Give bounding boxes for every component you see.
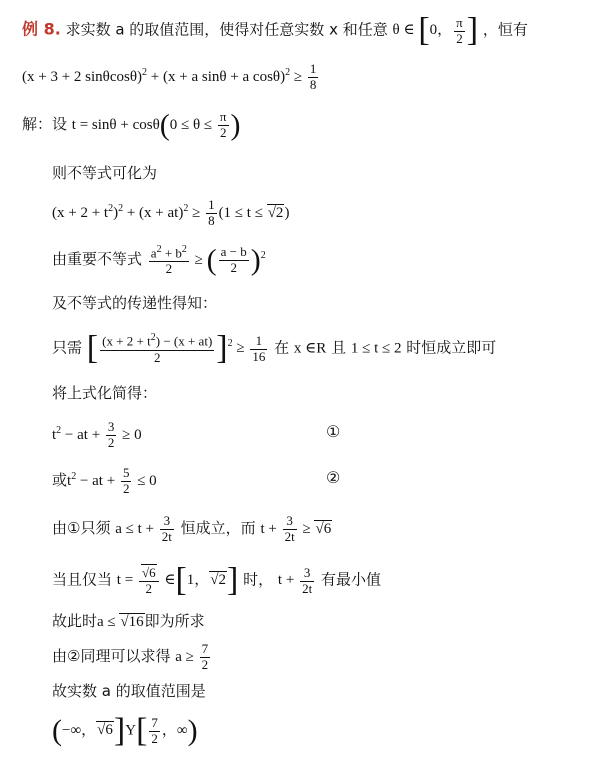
problem-ending: ，恒有 <box>482 20 528 39</box>
line6: 由①只须 a ≤ t + $\frac{3}{2t}$ 恒成立，而 t + $\frac{3}{2t}$ ≥ √6 <box>52 513 332 544</box>
example-label: 例 8 <box>22 19 55 39</box>
problem-statement: 例 8. 求实数 a 的取值范围，使得对任意实数 x 和任意 θ ∈ [0， $\frac{\pi}{2}$ ] ，恒有 <box>22 12 528 49</box>
solution-substitution: 解：设 t = sinθ + cosθ(0 ≤ θ ≤ $\frac{\pi}{2}$ ) <box>22 108 241 142</box>
case-2-mark: ② <box>326 468 341 487</box>
text-line9-pre: 由②同理可以求得 <box>52 646 171 665</box>
text-case2-pre: 或 <box>52 470 68 489</box>
text-line4-mid2: 且 <box>331 338 347 357</box>
case-2: 或$t^2$ − at + $\frac{5}{2}$ ≤ 0 <box>52 465 157 496</box>
line9: 由②同理可以求得 a ≥ $\frac{7}{2}$ <box>52 641 209 672</box>
text-line8-post: 即为所求 <box>144 612 205 630</box>
text-line2: 由重要不等式 <box>52 250 143 269</box>
text-line3: 及不等式的传递性得知： <box>52 294 218 312</box>
sufficient-condition: 只需 [ $\frac{(x + 2 + t^2) - (x + at)}{2}$ ]$^2$ ≥ $\frac{1}{16}$ 在 x ∈R 且 1 ≤ t ≤ 2 时恒成立即可 <box>52 330 497 367</box>
text-line10: 故实数 a 的取值范围是 <box>52 682 206 700</box>
important-inequality: 由重要不等式 $\frac{a^2 + b^2}{2}$ ≥ ( $\frac{a - b}{2}$ )$^2$ <box>52 243 266 277</box>
line8: 故此时a ≤ √16即为所求 <box>52 612 205 630</box>
text-line8-pre: 故此时 <box>52 612 98 630</box>
problem-intro: 求实数 a 的取值范围，使得对任意实数 x 和任意 <box>65 20 388 39</box>
text-line5: 将上式化简得： <box>52 384 158 402</box>
text-line7-pre: 当且仅当 <box>52 570 113 589</box>
text-line7-mid: 时， <box>243 570 274 589</box>
text-line4-mid1: 在 <box>274 338 290 357</box>
inequality-1: $(x + 2 + t^2)^2 + (x + at)^2$ ≥ $\frac{1}{8}$ (1 ≤ t ≤ √2) <box>52 197 290 228</box>
solution-label: 解：设 <box>22 114 68 133</box>
text-line6-mid: 恒成立，而 <box>180 518 256 537</box>
text-line7-post: 有最小值 <box>320 570 381 589</box>
text-line1: 则不等式可化为 <box>52 164 158 182</box>
text-line6-pre: 由①只须 <box>52 518 111 537</box>
answer: (−∞，√6]Y[ $\frac{7}{2}$ ，∞) <box>52 712 198 749</box>
text-line4-pre: 只需 <box>52 338 83 357</box>
case-1-mark: ① <box>326 422 341 441</box>
line7: 当且仅当 t = $\frac{√6}{2}$ ∈[1，√2] 时， t + $\frac{3}{2t}$ 有最小值 <box>52 562 381 599</box>
theta-range: θ ∈ [0， $\frac{\pi}{2}$ ] <box>392 12 479 49</box>
problem-inequality: (x + 3 + 2 sinθcosθ)$^2$ + (x + a sinθ + a cosθ)$^2$ ≥ $\frac{1}{8}$ <box>22 61 317 92</box>
text-line4-post: 时恒成立即可 <box>406 338 497 357</box>
case-1: $t^2$ − at + $\frac{3}{2}$ ≥ 0 <box>52 419 142 450</box>
